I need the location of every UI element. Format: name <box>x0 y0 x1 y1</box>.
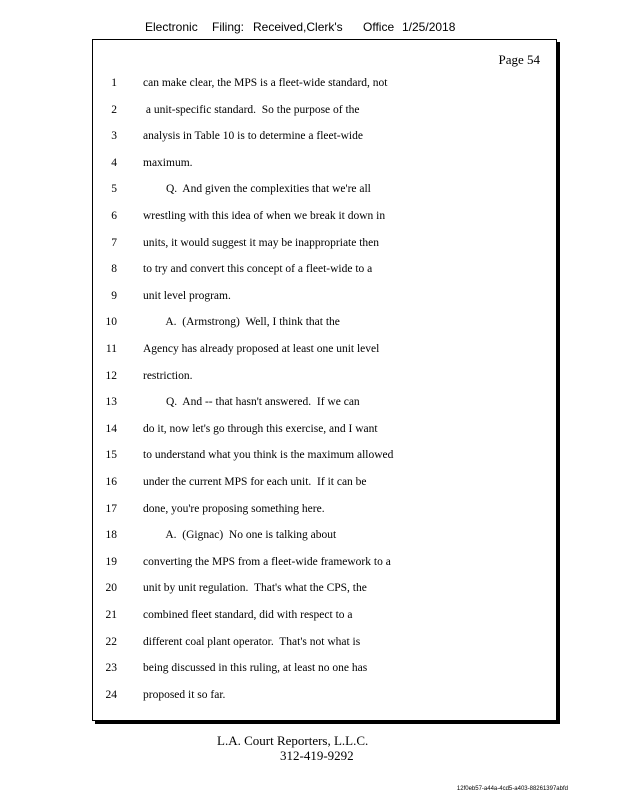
line-number: 24 <box>105 688 117 701</box>
filing-header <box>145 20 565 36</box>
line-text: being discussed in this ruling, at least no one has <box>143 662 368 675</box>
line-number: 1 <box>111 77 117 89</box>
line-number: 22 <box>105 635 117 648</box>
line-text: maximum. <box>143 156 193 169</box>
header-filing: Filing: <box>212 20 245 34</box>
line-number: 9 <box>111 289 117 302</box>
line-text: done, you're proposing something here. <box>143 502 325 515</box>
transcript-line <box>93 316 556 334</box>
line-number: 7 <box>111 236 117 249</box>
line-text: to try and convert this concept of a fleet-wide to a <box>143 263 373 276</box>
line-number: 15 <box>105 449 117 462</box>
line-number: 3 <box>111 130 117 143</box>
line-text: restriction. <box>143 369 193 382</box>
line-text: A. (Gignac) No one is talking about <box>143 529 337 542</box>
transcript-line <box>93 290 556 308</box>
transcript-line <box>93 370 556 388</box>
line-number: 17 <box>105 502 117 515</box>
transcript-line <box>93 183 556 201</box>
line-number: 4 <box>111 156 117 169</box>
transcript-line <box>93 263 556 281</box>
line-text: wrestling with this idea of when we break it down in <box>143 210 386 222</box>
transcript-line <box>93 130 556 148</box>
line-text: converting the MPS from a fleet-wide framework to a <box>143 555 391 568</box>
line-number: 10 <box>105 316 117 329</box>
line-text: can make clear, the MPS is a fleet-wide standard, not <box>143 77 388 89</box>
line-number: 8 <box>111 263 117 276</box>
line-number: 5 <box>111 183 117 196</box>
line-number: 20 <box>105 582 117 595</box>
header-date: 1/25/2018 <box>402 20 456 34</box>
transcript-line <box>93 556 556 574</box>
header-office: Office <box>363 20 395 34</box>
line-number: 2 <box>111 103 117 116</box>
line-number: 21 <box>105 609 117 621</box>
line-text: a unit-specific standard. So the purpose of the <box>143 103 360 116</box>
page-number: Page 54 <box>498 52 540 67</box>
reporter-company: L.A. Court Reporters, L.L.C. <box>217 733 369 748</box>
line-number: 19 <box>105 555 117 568</box>
line-number: 13 <box>105 396 117 409</box>
line-text: analysis in Table 10 is to determine a fleet-wide <box>143 130 363 143</box>
line-number: 11 <box>105 343 117 355</box>
transcript-line <box>93 423 556 441</box>
transcript-line <box>93 449 556 467</box>
transcript-line <box>93 210 556 228</box>
line-text: A. (Armstrong) Well, I think that the <box>143 316 340 329</box>
line-text: different coal plant operator. That's not what is <box>143 635 361 648</box>
transcript-line <box>93 636 556 654</box>
line-text: do it, now let's go through this exercise, and I want <box>143 422 378 435</box>
transcript-line <box>93 396 556 414</box>
transcript-line <box>93 157 556 175</box>
reporter-phone: 312-419-9292 <box>280 748 354 763</box>
line-text: units, it would suggest it may be inappropriate then <box>143 236 380 249</box>
transcript-line <box>93 609 556 627</box>
transcript-page <box>92 39 557 721</box>
transcript-line <box>93 662 556 680</box>
header-received: Received,Clerk's <box>253 20 343 34</box>
transcript-line <box>93 237 556 255</box>
line-text: Q. And -- that hasn't answered. If we can <box>143 396 360 409</box>
line-number: 18 <box>105 529 117 542</box>
transcript-line <box>93 476 556 494</box>
line-number: 12 <box>105 369 117 382</box>
transcript-line <box>93 77 556 95</box>
line-text: Agency has already proposed at least one unit level <box>143 343 380 355</box>
line-text: unit level program. <box>143 289 231 302</box>
document-id: 12f0eb57-a44a-4cd5-a403-88261397abfd <box>456 786 568 792</box>
transcript-line <box>93 104 556 122</box>
line-number: 16 <box>105 476 117 488</box>
line-text: unit by unit regulation. That's what the CPS, the <box>143 582 367 595</box>
line-number: 6 <box>111 210 117 222</box>
transcript-line <box>93 343 556 361</box>
transcript-line <box>93 503 556 521</box>
line-text: combined fleet standard, did with respect to a <box>143 609 353 621</box>
line-text: proposed it so far. <box>143 688 226 701</box>
line-number: 23 <box>105 662 117 675</box>
line-text: under the current MPS for each unit. If it can be <box>143 476 367 488</box>
line-text: Q. And given the complexities that we're all <box>143 183 371 196</box>
header-electronic: Electronic <box>145 20 198 34</box>
transcript-line <box>93 582 556 600</box>
line-number: 14 <box>105 422 117 435</box>
transcript-line <box>93 529 556 547</box>
line-text: to understand what you think is the maximum allowed <box>143 449 394 462</box>
transcript-line <box>93 689 556 707</box>
